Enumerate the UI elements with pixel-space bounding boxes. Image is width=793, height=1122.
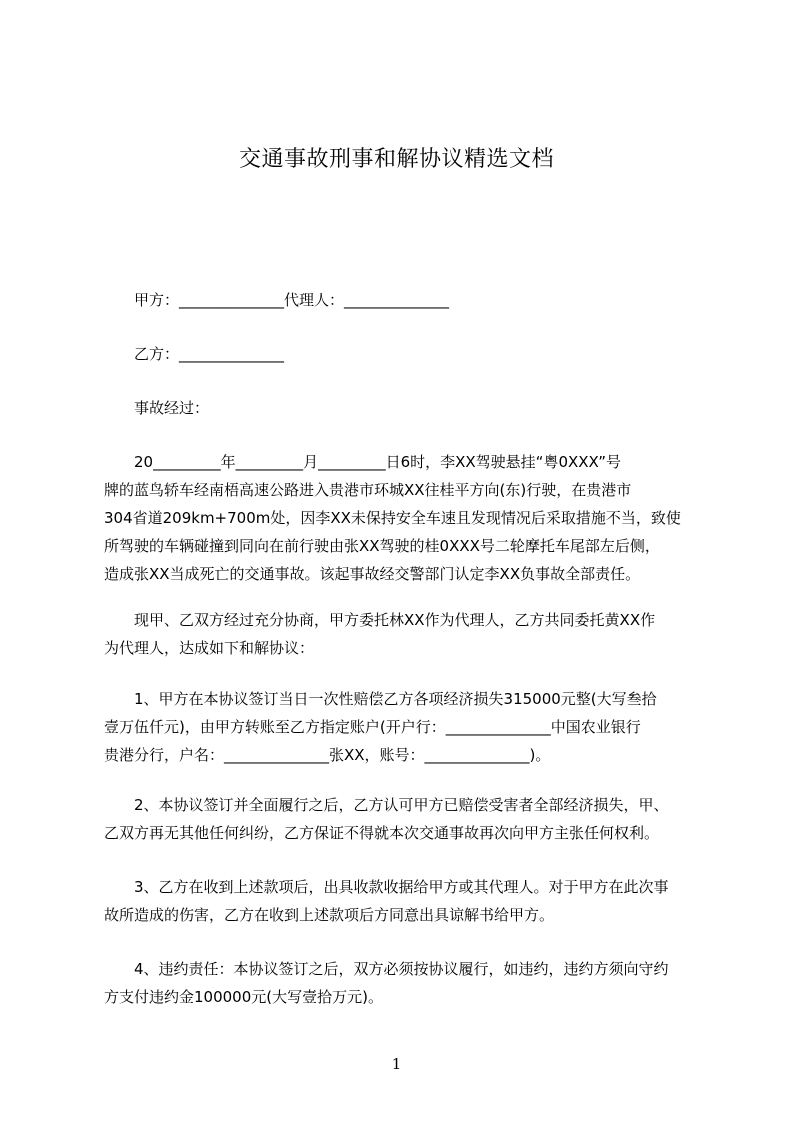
party-b-line: 乙方：______________: [104, 345, 285, 363]
text-line: 2、本协议签订并全面履行之后，乙方认可甲方已赔偿受害者全部经济损失，甲、: [104, 796, 669, 814]
text-line: 20_________年_________月_________日6时，李XX驾驶悬挂“粤0XXX”号: [104, 453, 621, 471]
party-a-line: 甲方：______________代理人：______________: [104, 291, 450, 309]
clause-1-paragraph: [104, 685, 709, 769]
text-line: 造成张XX当成死亡的交通事故。该起事故经交警部门认定李XX负事故全部责任。: [104, 565, 641, 583]
text-line: 现甲、乙双方经过充分协商，甲方委托林XX作为代理人，乙方共同委托黄XX作: [104, 611, 656, 629]
text-line: 方支付违约金100000元(大写壹拾万元)。: [104, 988, 383, 1006]
text-line: 贵港分行，户名：______________张XX，账号：______________)。: [104, 746, 551, 764]
text-line: 4、违约责任：本协议签订之后，双方必须按协议履行，如违约，违约方须向守约: [104, 960, 669, 978]
page-number: 1: [391, 1055, 402, 1073]
text-line: 1、甲方在本协议签订当日一次性赔偿乙方各项经济损失315000元整(大写叁拾: [104, 690, 657, 708]
text-line: 304省道209km+700m处，因李XX未保持安全车速且发现情况后采取措施不当，致使: [104, 509, 681, 527]
clause-3-paragraph: [104, 873, 709, 929]
text-line: 牌的蓝鸟轿车经南梧高速公路进入贵港市环城XX往桂平方向(东)行驶，在贵港市: [104, 481, 632, 499]
text-line: 壹万伍仟元)，由甲方转账至乙方指定账户(开户行：______________中国农业银行: [104, 718, 641, 736]
accident-paragraph: [104, 448, 709, 588]
accident-heading: 事故经过：: [104, 399, 210, 417]
text-line: 故所造成的伤害，乙方在收到上述款项后方同意出具谅解书给甲方。: [104, 906, 555, 924]
text-line: 乙双方再无其他任何纠纷，乙方保证不得就本次交通事故再次向甲方主张任何权利。: [104, 824, 660, 842]
text-line: 3、乙方在收到上述款项后，出具收款收据给甲方或其代理人。对于甲方在此次事: [104, 878, 669, 896]
text-line: 为代理人，达成如下和解协议：: [104, 639, 315, 657]
intro-paragraph: [104, 606, 709, 662]
clause-2-paragraph: [104, 791, 709, 847]
document-title: 交通事故刑事和解协议精选文档: [238, 147, 554, 172]
text-line: 所驾驶的车辆碰撞到同向在前行驶由张XX驾驶的桂0XXX号二轮摩托车尾部左后侧，: [104, 537, 660, 555]
clause-4-paragraph: [104, 955, 709, 1011]
